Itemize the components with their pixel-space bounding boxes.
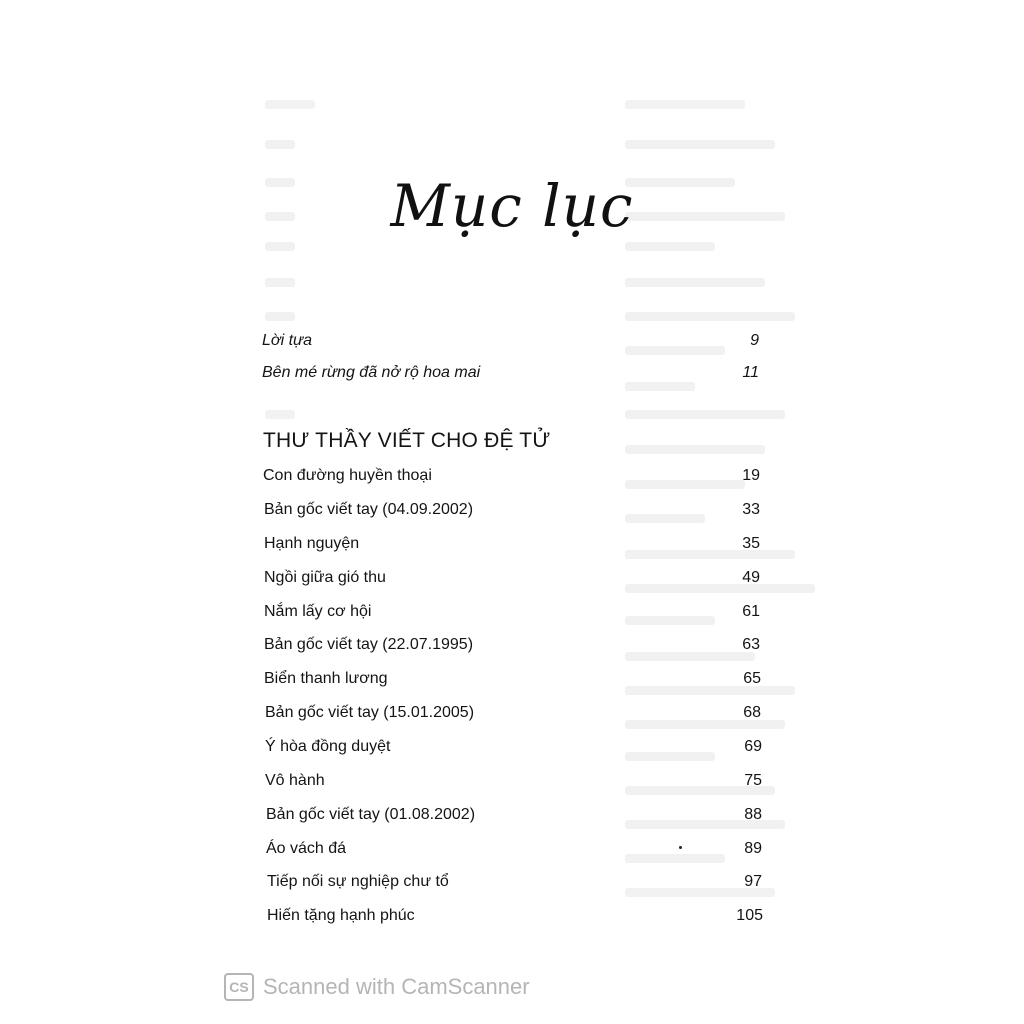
toc-item-label: Vô hành bbox=[265, 772, 325, 789]
toc-item-intro bbox=[262, 364, 759, 382]
toc-item bbox=[264, 670, 761, 688]
toc-item-label: Con đường huyền thoại bbox=[263, 467, 432, 484]
toc-item-label: Bên mé rừng đã nở rộ hoa mai bbox=[262, 364, 481, 381]
toc-item-label: Bản gốc viết tay (04.09.2002) bbox=[264, 501, 474, 518]
toc-item-label: Biển thanh lương bbox=[264, 670, 388, 687]
toc-item-page: 97 bbox=[744, 873, 762, 890]
toc-item-page: 9 bbox=[750, 332, 759, 349]
page-title: Mục lục bbox=[390, 172, 634, 240]
toc-item-label: Lời tựa bbox=[262, 332, 313, 349]
toc-item-label: Bản gốc viết tay (15.01.2005) bbox=[265, 704, 475, 721]
toc-item-label: Áo vách đá bbox=[266, 840, 347, 857]
toc-item-label: Ý hòa đồng duyệt bbox=[265, 738, 391, 755]
toc-item-label: Ngồi giữa gió thu bbox=[264, 569, 386, 586]
toc-item-label: Bản gốc viết tay (22.07.1995) bbox=[264, 636, 474, 653]
toc-item bbox=[266, 840, 762, 858]
watermark-text: Scanned with CamScanner bbox=[263, 974, 530, 999]
toc-item-page: 65 bbox=[743, 670, 761, 687]
section-heading: THƯ THẦY VIẾT CHO ĐỆ TỬ bbox=[263, 429, 551, 452]
toc-item-page: 33 bbox=[742, 501, 760, 518]
toc-item-page: 68 bbox=[743, 704, 761, 721]
camscanner-watermark bbox=[224, 973, 530, 1001]
toc-item-page: 63 bbox=[742, 636, 760, 653]
toc-item bbox=[263, 467, 760, 485]
toc-item-page: 105 bbox=[736, 907, 763, 924]
toc-item-page: 35 bbox=[742, 535, 760, 552]
camscanner-logo-icon: CS bbox=[224, 973, 254, 1001]
toc-item bbox=[265, 738, 762, 756]
toc-item-label: Hạnh nguyện bbox=[264, 535, 360, 552]
toc-item bbox=[265, 704, 761, 722]
ink-speck bbox=[679, 846, 682, 849]
toc-item-page: 19 bbox=[742, 467, 760, 484]
toc-item-page: 49 bbox=[742, 569, 760, 586]
toc-item-page: 75 bbox=[744, 772, 762, 789]
toc-item bbox=[264, 501, 760, 519]
toc-item-label: Tiếp nối sự nghiệp chư tổ bbox=[267, 873, 449, 890]
toc-item bbox=[264, 569, 760, 587]
toc-item-page: 11 bbox=[742, 364, 759, 381]
toc-item bbox=[267, 907, 763, 925]
toc-item bbox=[267, 873, 762, 891]
toc-item bbox=[264, 535, 760, 553]
toc-item bbox=[264, 636, 760, 654]
toc-item-label: Bản gốc viết tay (01.08.2002) bbox=[266, 806, 476, 823]
toc-item-page: 88 bbox=[744, 806, 762, 823]
toc-item-preface bbox=[262, 332, 759, 350]
toc-item bbox=[264, 603, 760, 621]
toc-item-page: 69 bbox=[744, 738, 762, 755]
toc-item-page: 89 bbox=[744, 840, 762, 857]
toc-item-page: 61 bbox=[742, 603, 760, 620]
toc-item bbox=[265, 772, 762, 790]
toc-item-label: Hiến tặng hạnh phúc bbox=[267, 907, 415, 924]
toc-item-label: Nắm lấy cơ hội bbox=[264, 603, 372, 620]
toc-item bbox=[266, 806, 762, 824]
